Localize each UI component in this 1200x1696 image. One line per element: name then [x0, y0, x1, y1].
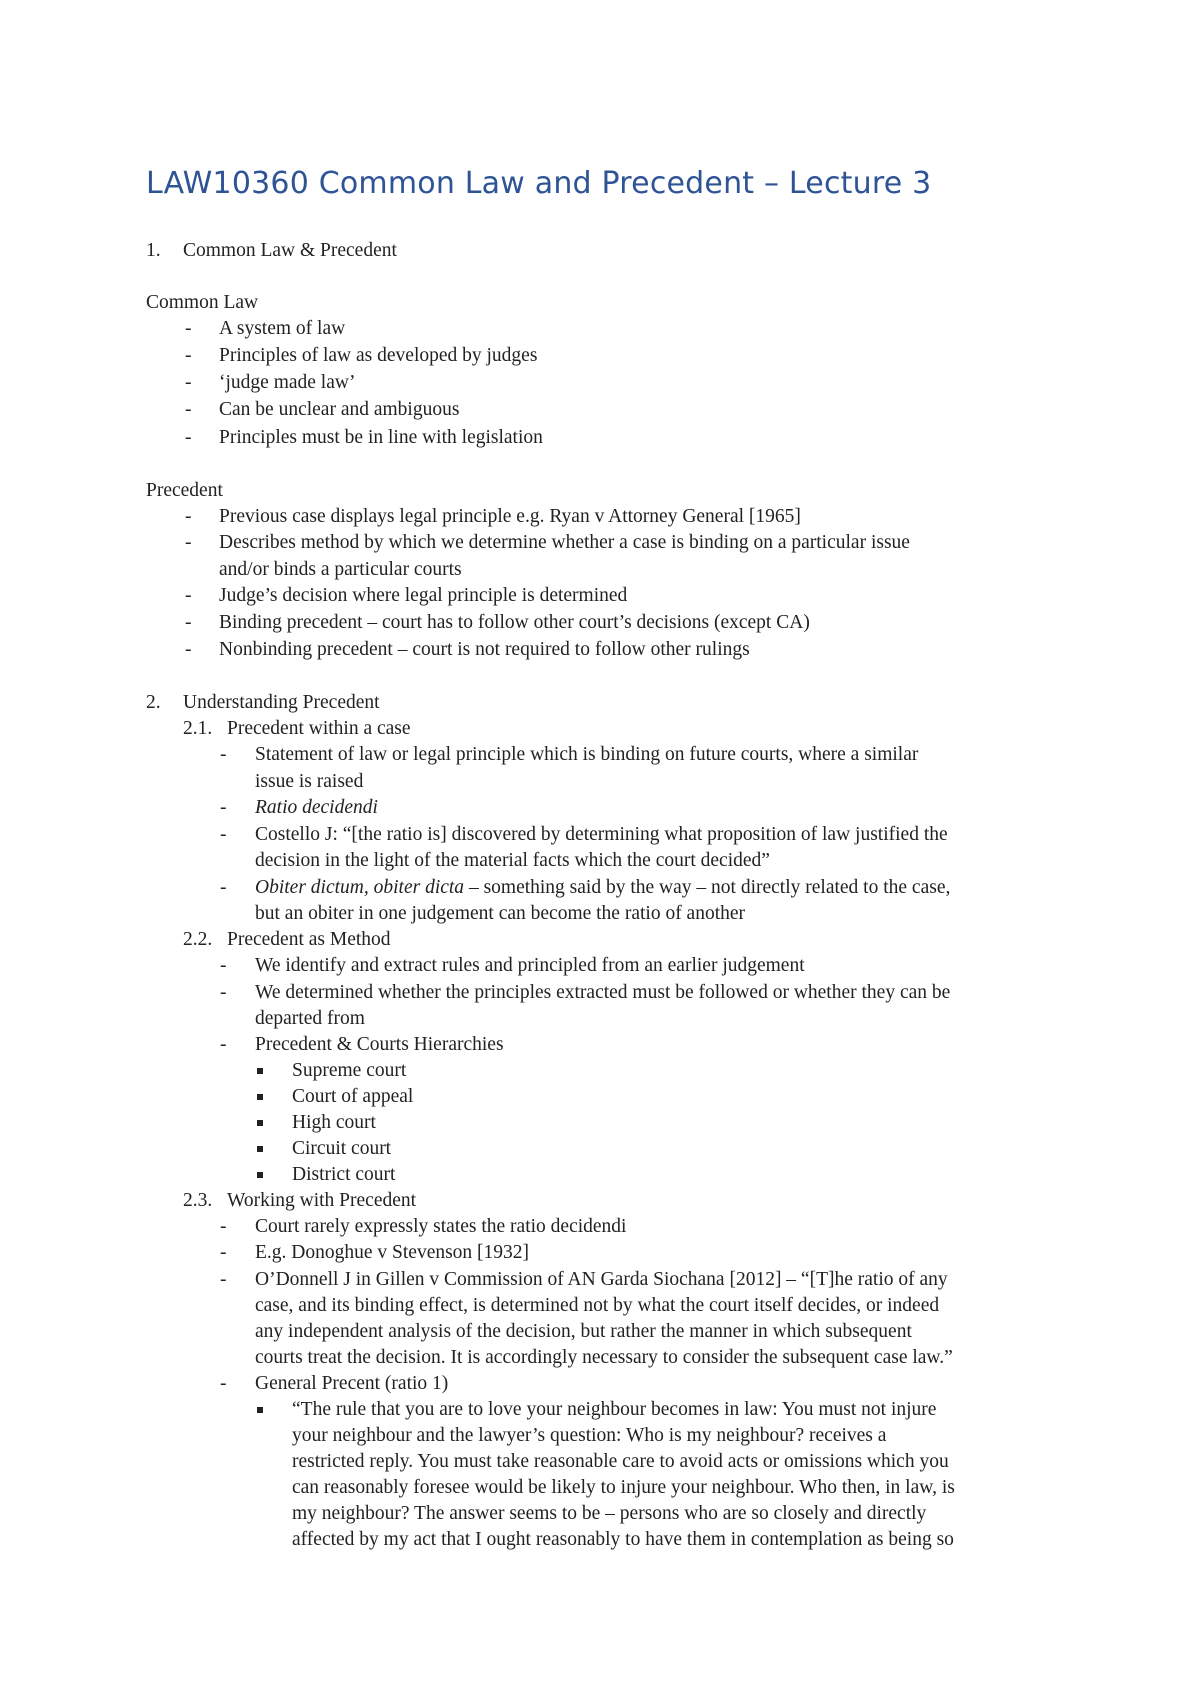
section-number: 2. [146, 692, 161, 713]
list-item: Principles must be in line with legislation [219, 427, 543, 448]
list-item: A system of law [219, 318, 346, 339]
dash-marker: - [220, 797, 227, 818]
dash-marker: - [185, 318, 192, 339]
subheading-precedent: Precedent [146, 480, 223, 501]
list-item-italic: Ratio decidendi [255, 797, 378, 818]
list-item: Can be unclear and ambiguous [219, 399, 460, 420]
list-item: Precedent & Courts Hierarchies [255, 1034, 504, 1055]
list-item-continued: issue is raised [255, 771, 364, 792]
dash-marker: - [185, 612, 192, 633]
dash-marker: - [220, 1373, 227, 1394]
list-item-continued: case, and its binding effect, is determined not by what the court itself decides, or indeed [255, 1295, 940, 1316]
list-item: ‘judge made law’ [219, 372, 356, 393]
section-heading: Understanding Precedent [183, 692, 380, 713]
dash-marker: - [185, 532, 192, 553]
list-item: Binding precedent – court has to follow other court’s decisions (except CA) [219, 612, 810, 633]
list-item-continued: departed from [255, 1008, 365, 1029]
dash-marker: - [220, 744, 227, 765]
square-bullet-icon [257, 1407, 263, 1413]
subsection-number: 2.3. [183, 1190, 213, 1211]
list-item: Court rarely expressly states the ratio decidendi [255, 1216, 627, 1237]
dash-marker: - [220, 1216, 227, 1237]
court-item: Circuit court [292, 1138, 392, 1159]
list-item: Describes method by which we determine whether a case is binding on a particular issue [219, 532, 910, 553]
list-item-continued: courts treat the decision. It is accordingly necessary to consider the subsequent case law.” [255, 1347, 953, 1368]
subsection-number: 2.1. [183, 718, 213, 739]
dash-marker: - [220, 824, 227, 845]
quote-line: my neighbour? The answer seems to be – persons who are so closely and directly [292, 1503, 927, 1524]
list-item-continued: decision in the light of the material facts which the court decided” [255, 850, 770, 871]
dash-marker: - [185, 399, 192, 420]
list-item-continued: and/or binds a particular courts [219, 559, 462, 580]
square-bullet-icon [257, 1146, 263, 1152]
list-item-continued: but an obiter in one judgement can become the ratio of another [255, 903, 746, 924]
dash-marker: - [185, 639, 192, 660]
dash-marker: - [185, 585, 192, 606]
court-item: High court [292, 1112, 376, 1133]
list-item: O’Donnell J in Gillen v Commission of AN Garda Siochana [2012] – “[T]he ratio of any [255, 1269, 948, 1290]
list-item [255, 875, 950, 901]
subsection-number: 2.2. [183, 929, 213, 950]
square-bullet-icon [257, 1120, 263, 1126]
dash-marker: - [220, 1242, 227, 1263]
quote-line: restricted reply. You must take reasonable care to avoid acts or omissions which you [292, 1451, 949, 1472]
square-bullet-icon [257, 1172, 263, 1178]
dash-marker: - [185, 372, 192, 393]
list-item-continued: any independent analysis of the decision, but rather the manner in which subsequent [255, 1321, 912, 1342]
list-item: General Precent (ratio 1) [255, 1373, 449, 1394]
list-item: Principles of law as developed by judges [219, 345, 538, 366]
list-item: Nonbinding precedent – court is not required to follow other rulings [219, 639, 750, 660]
court-item: Supreme court [292, 1060, 407, 1081]
quote-line: affected by my act that I ought reasonably to have them in contemplation as being so [292, 1529, 954, 1550]
square-bullet-icon [257, 1068, 263, 1074]
list-item: Previous case displays legal principle e.g. Ryan v Attorney General [1965] [219, 506, 801, 527]
list-item-text: – something said by the way – not directly related to the case, [464, 877, 951, 898]
list-item: Statement of law or legal principle which is binding on future courts, where a similar [255, 744, 919, 765]
dash-marker: - [185, 506, 192, 527]
subsection-heading: Precedent as Method [227, 929, 391, 950]
court-item: District court [292, 1164, 396, 1185]
document-title: LAW10360 Common Law and Precedent – Lecture 3 [146, 166, 932, 201]
list-item: E.g. Donoghue v Stevenson [1932] [255, 1242, 530, 1263]
dash-marker: - [220, 1269, 227, 1290]
list-item: We identify and extract rules and principled from an earlier judgement [255, 955, 805, 976]
quote-line: “The rule that you are to love your neighbour becomes in law: You must not injure [292, 1399, 937, 1420]
dash-marker: - [185, 427, 192, 448]
square-bullet-icon [257, 1094, 263, 1100]
subheading-common-law: Common Law [146, 292, 259, 313]
dash-marker: - [185, 345, 192, 366]
list-item: Judge’s decision where legal principle is determined [219, 585, 628, 606]
dash-marker: - [220, 1034, 227, 1055]
quote-line: can reasonably foresee would be likely to injure your neighbour. Who then, in law, is [292, 1477, 955, 1498]
section-number: 1. [146, 240, 161, 261]
subsection-heading: Working with Precedent [227, 1190, 417, 1211]
list-item: We determined whether the principles extracted must be followed or whether they can be [255, 982, 951, 1003]
italic-term: Obiter dictum, obiter dicta [255, 877, 465, 898]
court-item: Court of appeal [292, 1086, 414, 1107]
dash-marker: - [220, 877, 227, 898]
quote-line: your neighbour and the lawyer’s question: Who is my neighbour? receives a [292, 1425, 887, 1446]
list-item: Costello J: “[the ratio is] discovered by determining what proposition of law justified the [255, 824, 948, 845]
subsection-heading: Precedent within a case [227, 718, 411, 739]
dash-marker: - [220, 982, 227, 1003]
dash-marker: - [220, 955, 227, 976]
section-heading: Common Law & Precedent [183, 240, 397, 261]
